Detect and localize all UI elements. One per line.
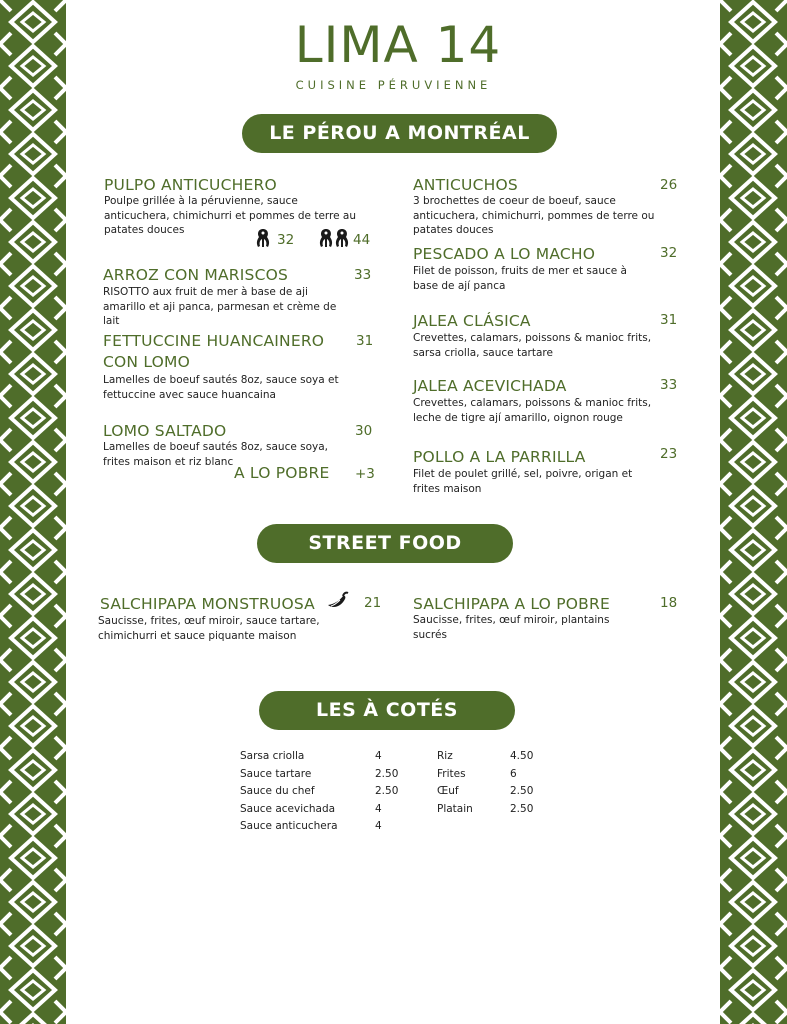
octopus-icon bbox=[333, 228, 351, 250]
chili-pepper-icon bbox=[325, 591, 349, 611]
sides-list-left bbox=[240, 748, 410, 836]
side-item: Sauce tartare 2.50 bbox=[240, 767, 399, 780]
side-item: Platain 2.50 bbox=[437, 802, 534, 815]
section-header-main: LE PÉROU A MONTRÉAL bbox=[242, 114, 557, 153]
right-decorative-border bbox=[720, 0, 787, 1024]
double-portion-price: 44 bbox=[353, 232, 371, 248]
item-price: 33 bbox=[354, 267, 372, 283]
section-header-sides: LES À COTÉS bbox=[259, 691, 515, 730]
item-price: 31 bbox=[356, 333, 374, 349]
item-option-price: +3 bbox=[355, 466, 375, 482]
item-name: JALEA CLÁSICA bbox=[413, 312, 531, 330]
item-name: SALCHIPAPA MONSTRUOSA bbox=[100, 595, 315, 613]
item-description: Filet de poulet grillé, sel, poivre, origan et frites maison bbox=[413, 468, 633, 495]
item-name: ANTICUCHOS bbox=[413, 176, 518, 194]
item-price: 26 bbox=[660, 177, 678, 193]
item-description: Crevettes, calamars, poissons & manioc frits, leche de tigre ají amarillo, oignon rouge bbox=[413, 397, 652, 424]
side-item: Riz 4.50 bbox=[437, 750, 534, 762]
item-price: 23 bbox=[660, 446, 678, 462]
left-border-pattern bbox=[0, 0, 66, 1024]
item-name: FETTUCCINE HUANCAINERO CON LOMO bbox=[103, 332, 325, 371]
item-description: Poulpe grillée à la péruvienne, sauce anticuchera, chimichurri et pommes de terre au patates douces bbox=[104, 195, 357, 236]
item-description: Filet de poisson, fruits de mer et sauce à base de ají panca bbox=[413, 265, 627, 292]
item-description: RISOTTO aux fruit de mer à base de aji amarillo et aji panca, parmesan et crème de lait bbox=[103, 286, 337, 327]
item-name: POLLO A LA PARRILLA bbox=[413, 448, 586, 466]
item-name: LOMO SALTADO bbox=[103, 422, 227, 440]
restaurant-subtitle: CUISINE PÉRUVIENNE bbox=[295, 78, 492, 92]
sides-list-right bbox=[437, 748, 547, 818]
side-item: Frites 6 bbox=[437, 767, 517, 780]
item-description: Lamelles de boeuf sautés 8oz, sauce soya, frites maison et riz blanc bbox=[103, 441, 329, 468]
item-description: Saucisse, frites, œuf miroir, sauce tartare, chimichurri et sauce piquante maison bbox=[98, 615, 320, 642]
item-description: Saucisse, frites, œuf miroir, plantains sucrés bbox=[413, 614, 610, 641]
side-item: Œuf 2.50 bbox=[437, 785, 534, 797]
left-decorative-border bbox=[0, 0, 66, 1024]
item-name: ARROZ CON MARISCOS bbox=[103, 266, 289, 284]
side-item: Sarsa criolla 4 bbox=[240, 750, 382, 762]
single-portion-price: 32 bbox=[277, 232, 295, 248]
logo-text: LIMA 14 bbox=[294, 16, 502, 72]
item-price: 33 bbox=[660, 377, 678, 393]
item-price: 32 bbox=[660, 245, 678, 261]
item-name: SALCHIPAPA A LO POBRE bbox=[413, 595, 610, 613]
item-description: 3 brochettes de coeur de boeuf, sauce anticuchera, chimichurri, pommes de terre ou patates douces bbox=[413, 195, 655, 236]
octopus-icon bbox=[254, 228, 272, 250]
right-border-pattern bbox=[720, 0, 787, 1024]
item-price: 21 bbox=[364, 595, 382, 611]
item-description: Lamelles de boeuf sautés 8oz, sauce soya et fettuccine avec sauce huancaina bbox=[103, 374, 339, 401]
restaurant-logo bbox=[293, 12, 503, 72]
side-item: Sauce du chef 2.50 bbox=[240, 785, 399, 797]
item-price: 18 bbox=[660, 595, 678, 611]
side-item: Sauce acevichada 4 bbox=[240, 802, 382, 815]
item-price: 30 bbox=[355, 423, 373, 439]
item-name: PULPO ANTICUCHERO bbox=[104, 176, 277, 194]
item-price: 31 bbox=[660, 312, 678, 328]
item-option-name: A LO POBRE bbox=[234, 464, 330, 482]
section-header-street-food: STREET FOOD bbox=[257, 524, 513, 563]
side-item: Sauce anticuchera 4 bbox=[240, 820, 382, 832]
item-name: JALEA ACEVICHADA bbox=[413, 377, 567, 395]
item-name: PESCADO A LO MACHO bbox=[413, 245, 596, 263]
item-description: Crevettes, calamars, poissons & manioc frits, sarsa criolla, sauce tartare bbox=[413, 332, 652, 359]
